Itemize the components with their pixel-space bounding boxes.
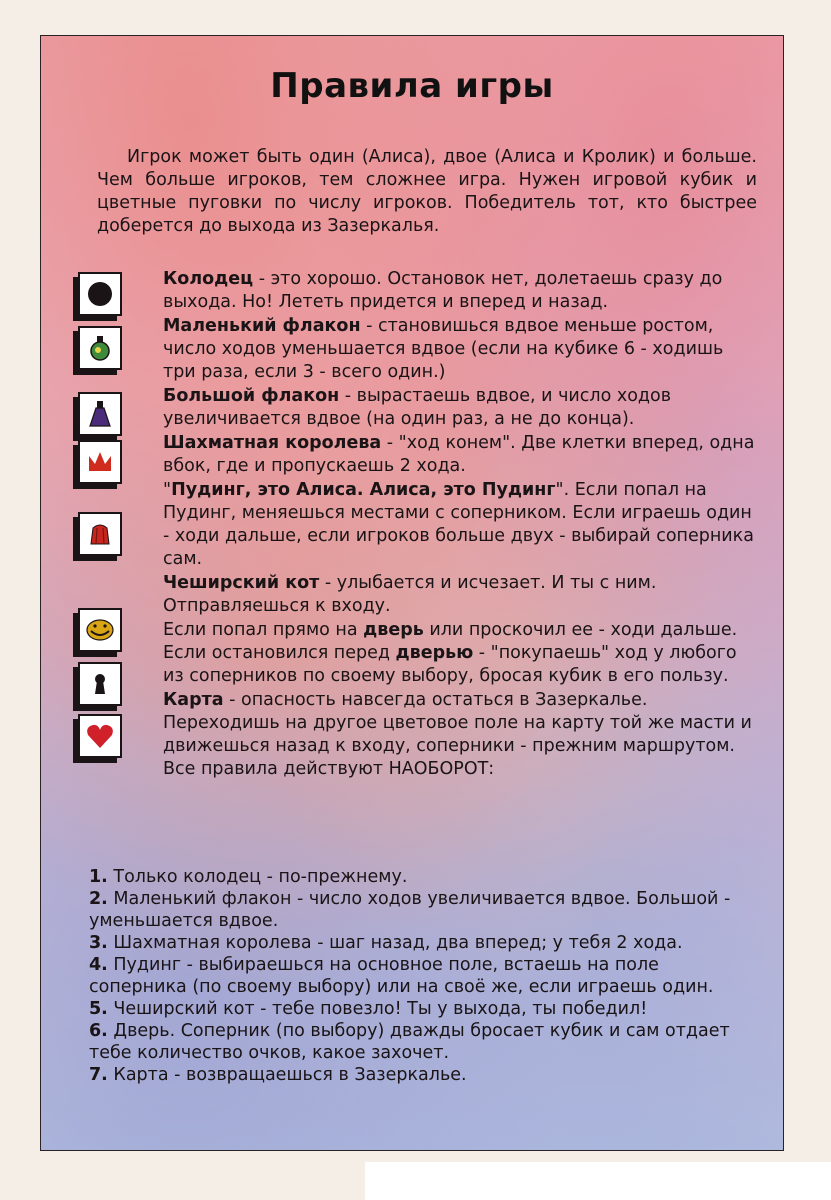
rule-door-bold-1: дверь	[363, 620, 424, 640]
rule-small-bottle	[163, 315, 759, 384]
list-item	[89, 1064, 759, 1086]
well-icon	[78, 272, 122, 316]
cheshire-cat-icon	[78, 608, 122, 652]
list-item	[89, 932, 759, 954]
item-number: 7.	[89, 1065, 108, 1085]
item-text: Чеширский кот - тебе повезло! Ты у выхода, ты победил!	[107, 999, 648, 1019]
list-item	[89, 998, 759, 1020]
rule-card-title: Карта	[163, 690, 224, 710]
item-text: Маленький флакон - число ходов увеличивается вдвое. Большой - уменьшается вдвое.	[89, 889, 731, 931]
keyhole-icon	[78, 662, 122, 706]
list-item	[89, 954, 759, 998]
rule-pudding-text: ". Если попал на Пудинг, меняешься местами с соперником. Если играешь один - ходи дальше, если игроков больше двух - выбирай соперника сам.	[163, 480, 754, 569]
queen-crown-icon	[78, 440, 122, 484]
item-text: Только колодец - по-прежнему.	[107, 867, 408, 887]
rules-list	[163, 268, 759, 782]
rule-pudding-title: Пудинг, это Алиса. Алиса, это Пудинг	[171, 480, 556, 500]
pudding-icon	[78, 512, 122, 556]
item-text: Дверь. Соперник (по выбору) дважды бросает кубик и сам отдает тебе количество очков, какое захочет.	[89, 1021, 730, 1063]
rule-big-bottle	[163, 385, 759, 431]
list-item	[89, 866, 759, 888]
rule-big-bottle-text: - вырастаешь вдвое, и число ходов увеличивается вдвое (на один раз, а не до конца).	[163, 386, 672, 429]
item-text: Шахматная королева - шаг назад, два вперед; у тебя 2 хода.	[107, 933, 683, 953]
blank-scan-area	[365, 1162, 831, 1200]
page-title: Правила игры	[270, 66, 554, 106]
item-number: 3.	[89, 933, 108, 953]
rule-pudding	[163, 479, 759, 571]
rule-pudding-prefix: "	[163, 480, 172, 500]
rule-card	[163, 689, 759, 781]
rule-door-text-3: - "покупаешь" ход у любого из соперников по своему выбору, бросая кубик в его пользу.	[163, 643, 737, 686]
item-text: Карта - возвращаешься в Зазеркалье.	[107, 1065, 467, 1085]
rule-cheshire-cat-title: Чеширский кот	[163, 573, 320, 593]
rule-well-title: Колодец	[163, 269, 254, 289]
rules-page	[40, 35, 784, 1151]
reversed-rules-list	[89, 866, 759, 1086]
rule-door-bold-2: дверью	[395, 643, 474, 663]
small-bottle-icon	[78, 326, 122, 370]
rule-chess-queen-title: Шахматная королева	[163, 433, 382, 453]
rule-chess-queen	[163, 432, 759, 478]
rule-cheshire-cat-text: - улыбается и исчезает. И ты с ним. Отправляешься к входу.	[163, 573, 657, 616]
rule-big-bottle-title: Большой флакон	[163, 386, 340, 406]
rule-well	[163, 268, 759, 314]
intro-paragraph: Игрок может быть один (Алиса), двое (Алиса и Кролик) и больше. Чем больше игроков, тем сложнее игра. Нужен игровой кубик и цветные пуговки по числу игроков. Победитель тот, кто быстрее доберется до выхода из Зазеркалья.	[97, 147, 757, 236]
item-number: 2.	[89, 889, 108, 909]
rule-door-text-1: Если попал прямо на	[163, 620, 364, 640]
big-bottle-icon	[78, 392, 122, 436]
rule-small-bottle-text: - становишься вдвое меньше ростом, число ходов уменьшается вдвое (если на кубике 6 - ходишь три раза, если 3 - всего один.)	[163, 316, 724, 382]
list-item	[89, 1020, 759, 1064]
rule-card-text: - опасность навсегда остаться в Зазеркалье. Переходишь на другое цветовое поле на карту той же масти и движешься назад к входу, соперники - прежним маршрутом. Все правила действуют НАОБОРОТ:	[163, 690, 752, 779]
item-number: 4.	[89, 955, 108, 975]
item-number: 5.	[89, 999, 108, 1019]
rule-small-bottle-title: Маленький флакон	[163, 316, 361, 336]
list-item	[89, 888, 759, 932]
rule-cheshire-cat	[163, 572, 759, 618]
rule-chess-queen-text: - "ход конем". Две клетки вперед, одна вбок, где и пропускаешь 2 хода.	[163, 433, 755, 476]
rule-icons-column	[78, 36, 128, 836]
item-text: Пудинг - выбираешься на основное поле, встаешь на поле соперника (по своему выбору) или на своё же, если играешь один.	[89, 955, 714, 997]
rule-door	[163, 619, 759, 688]
item-number: 6.	[89, 1021, 108, 1041]
heart-card-icon	[78, 714, 122, 758]
rule-door-text-2: или проскочил ее - ходи дальше. Если остановился перед	[163, 620, 738, 663]
item-number: 1.	[89, 867, 108, 887]
rule-well-text: - это хорошо. Остановок нет, долетаешь сразу до выхода. Но! Лететь придется и вперед и назад.	[163, 269, 723, 312]
